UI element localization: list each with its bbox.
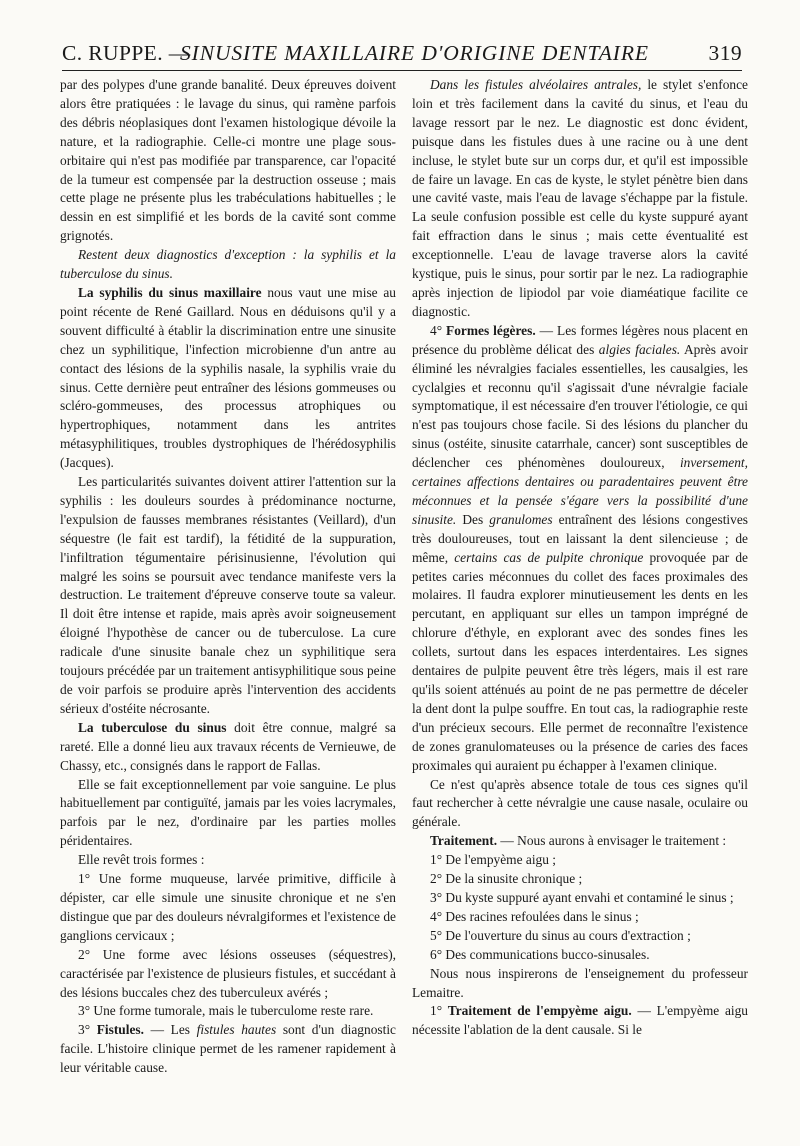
list-item: 2° De la sinusite chronique ;	[430, 871, 583, 887]
paragraph: Nous nous inspirerons de l'enseignement du professeur Lemaitre.	[412, 965, 748, 1000]
running-header	[62, 36, 742, 71]
section-heading: Traitement de l'empyème aigu.	[447, 1003, 632, 1019]
paragraph-text: nous vaut une mise au point récente de René Gaillard. Nous en déduisons qu'il y a souvent difficulté à établir la discrimination entre une sinusite chez un syphilitique, l'infection microbienne d'un antre au contact des lésions de la syphilis nasale, la syphilis vraie du sinus. Cette dernière peut entraîner des lésions gommeuses ou scléro-gommeuses, des processus atrophiques ou hypertrophiques, notamment dans les antrites métasyphilitiques, troubles dystrophiques de l'hérédosyphilis (Jacques).	[60, 284, 396, 471]
paragraph	[412, 1002, 748, 1040]
paragraph	[60, 1021, 396, 1078]
paragraph-text: — L'empyème aigu nécessite l'ablation de la dent causale. Si le	[412, 1003, 749, 1038]
emphasis: algies faciales.	[598, 341, 681, 357]
paragraph: Restent deux diagnostics d'exception : la syphilis et la tuberculose du sinus.	[60, 247, 396, 282]
paragraph: Elle se fait exceptionnellement par voie sanguine. Le plus habituellement par contiguïté, jamais par les voies lacrymales, parfois par le nez, d'ordinaire par les parties molles péridentaires.	[60, 776, 396, 849]
emphasis: granulomes	[489, 511, 553, 527]
paragraph: Elle revêt trois formes :	[78, 852, 205, 868]
right-column	[412, 76, 748, 1040]
paragraph-text: — Les	[143, 1022, 197, 1038]
paragraph	[60, 719, 396, 776]
paragraph-text: sont d'un diagnostic facile. L'histoire clinique permet de les ramener rapidement à leur véritable cause.	[60, 1022, 396, 1076]
list-item: 5° De l'ouverture du sinus au cours d'extraction ;	[430, 927, 691, 943]
section-heading: Traitement.	[430, 833, 498, 849]
page-number: 319	[708, 41, 742, 65]
list-item: 3° Une forme tumorale, mais le tuberculome reste rare.	[78, 1003, 374, 1019]
emphasis: Dans les fistules alvéolaires antrales,	[430, 77, 642, 92]
paragraph: Ce n'est qu'après absence totale de tous ces signes qu'il faut rechercher à cette névralgie une cause nasale, oculaire ou générale.	[412, 776, 748, 830]
header-author: C. RUPPE. —	[62, 41, 191, 65]
paragraph	[60, 284, 396, 473]
list-item: 4° Des racines refoulées dans le sinus ;	[430, 908, 639, 924]
paragraph-text: Après avoir éliminé les névralgies faciales essentielles, les causalgies, les cyclalgies et reconnu qu'il s'agissait d'une névralgie faciale symptomatique, il est nécessaire d'en trouver l'étiologie, ce qui n'est pas toujours chose facile. Si des lésions du plancher du sinus (ostéite, sinusite catarrhale, cancer) sont susceptibles de déclencher ces phénomènes douloureux,	[412, 341, 748, 471]
paragraph-heading: La syphilis du sinus maxillaire	[78, 284, 262, 300]
emphasis: fistules hautes	[196, 1022, 277, 1038]
section-number: 1°	[430, 1003, 448, 1019]
paragraph-text: doit être connue, malgré sa rareté. Elle a donné lieu aux travaux récents de Vernieuwe, de Chassy, etc., consignés dans le rapport de Fallas.	[60, 719, 397, 773]
paragraph-text: — Les formes légères nous placent en présence du problème délicat des	[412, 322, 748, 357]
list-item: 3° Du kyste suppuré ayant envahi et contaminé le sinus ;	[430, 889, 734, 905]
paragraph: par des polypes d'une grande banalité. Deux épreuves doivent alors être pratiquées : le lavage du sinus, qui ramène parfois des débris néoplasiques dont l'examen histologique dévoile la nature, et la radiographie. Celle-ci montre une plage sous-orbitaire qui n'est pas modifiée par transparence, car l'opacité de la tumeur est compensée par la destruction osseuse ; mais cette plage ne présente plus les trabéculations habituelles ; le dessin en est simplifié et les bords de la cavité sont comme grignotés.	[60, 77, 396, 244]
list-item: 1° Une forme muqueuse, larvée primitive, difficile à dépister, car elle simule une sinusite chronique et ne s'en distingue que par des douleurs névralgiformes et l'existence de ganglions cervicaux ;	[60, 871, 396, 943]
paragraph-text: provoquée par de petites caries méconnues du collet des faces proximales des molaires. Il faudra explorer minutieusement les dents en les percutant, en appliquant sur elles un tampon imprégné de chlorure d'éthyle, en explorant avec des sondes fines les collets, surtout dans les espaces interdentaires. Les signes dentaires de pulpite peuvent être très légers, mais il est rare qu'ils soient atténués au point de ne pas permettre de déceler la dent dont la pulpe souffre. En tout cas, la radiographie reste d'un précieux secours. Elle permet de reconnaître l'existence de zones granulomateuses ou la présence de caries des faces proximales qui auraient pu échapper à l'examen clinique.	[412, 549, 748, 773]
paragraph	[412, 322, 748, 776]
list-item: 2° Une forme avec lésions osseuses (séquestres), caractérisée par l'existence de plusieurs fistules, et succédant à des lésions buccales chez des tuberculeux avérés ;	[60, 946, 396, 1000]
list-item: 6° Des communications bucco-sinusales.	[430, 946, 650, 962]
emphasis: inversement, certaines affections dentaires ou paradentaires peuvent être méconnues et la pensée s'égare vers la possibilité d'une sinusite.	[412, 455, 748, 527]
emphasis: certains cas de pulpite chronique	[454, 549, 644, 565]
section-number: 4°	[430, 322, 447, 338]
paragraph-text: entraînent des lésions congestives très douloureuses, tout en laissant la dent silencieuse ; de même,	[412, 511, 748, 565]
list-item: 1° De l'empyème aigu ;	[430, 852, 557, 868]
paragraph-heading: La tuberculose du sinus	[78, 719, 227, 735]
section-heading: Fistules.	[96, 1022, 144, 1038]
paragraph: Les particularités suivantes doivent attirer l'attention sur la syphilis : les douleurs sourdes à prédominance nocturne, l'expulsion de fausses membranes résistantes (Veillard), d'un séquestre (le fait est tardif), la fétidité de la suppuration, l'infiltration tégumentaire périsinusienne, l'évolution qui malgré les soins se poursuit avec tendance manifeste vers la destruction. Le traitement d'épreuve conserve toute sa valeur. Il doit être intense et rapide, mais après avoir soigneusement éloigné l'hypothèse de cancer ou de tuberculose. La cure radicale d'une sinusite banale chez un syphilitique sera toujours précédée par un traitement antisyphilitique sous peine de voir parfois se produire après l'intervention des accidents sérieux d'ostéite nécrosante.	[60, 474, 396, 716]
section-heading: Formes légères.	[446, 322, 536, 338]
header-title: SINUSITE MAXILLAIRE D'ORIGINE DENTAIRE	[180, 41, 649, 65]
paragraph-text: Des	[456, 511, 490, 527]
paragraph	[412, 76, 748, 322]
paragraph-text: le stylet s'enfonce loin et très facilement dans la cavité du sinus, et l'eau du lavage ressort par le nez. Le diagnostic est donc évident, puisque dans les fistules dues à une racine ou à une dent incluse, le stylet bute sur un corps dur, et qu'il est impossible de faire un lavage. En cas de kyste, le stylet pénètre bien dans une cavité vaste, mais l'eau de lavage s'échappe par la fistule. La seule confusion possible est celle du kyste suppuré ayant fait effraction dans le sinus ; mais cette éventualité est exceptionnelle. L'eau de lavage traverse alors la cavité kystique, puis le sinus, pour sortir par le nez. La radiographie après injection de lipiodol par voie diaméatique facilite ce diagnostic.	[412, 77, 748, 319]
section-number: 3°	[78, 1022, 97, 1038]
left-column	[60, 76, 396, 1078]
paragraph-text: — Nous aurons à envisager le traitement :	[497, 833, 727, 849]
paragraph	[412, 832, 748, 851]
